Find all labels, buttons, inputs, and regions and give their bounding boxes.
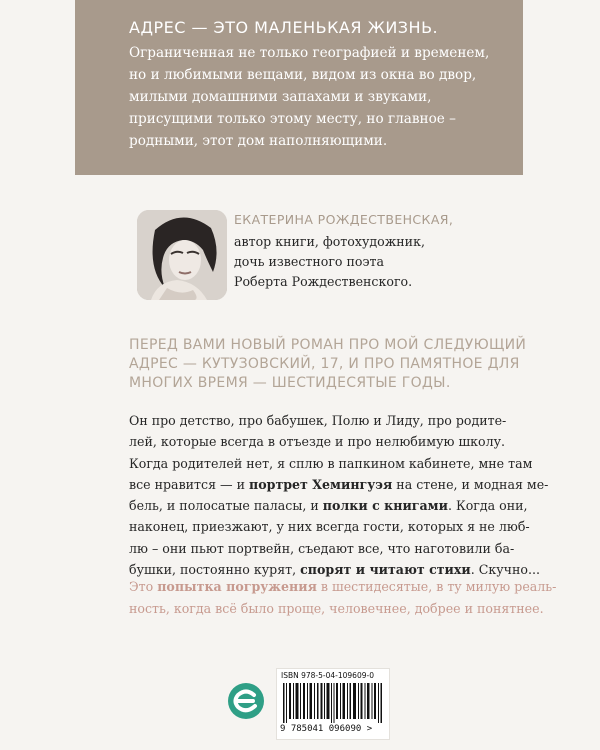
author-description <box>234 232 514 292</box>
header-title: АДРЕС — ЭТО МАЛЕНЬКАЯ ЖИЗНЬ. <box>129 18 439 37</box>
closing-line: Это попытка погружения в шестидесятые, в ту милую реаль- <box>129 579 557 594</box>
synopsis-line: наконец, приезжают, у них всегда гости, которых я не люб- <box>129 519 530 535</box>
barcode-block <box>276 668 390 740</box>
closing-paragraph <box>129 576 557 619</box>
synopsis-line: Он про детство, про бабушек, Полю и Лиду, про родите- <box>129 413 507 428</box>
header-line: милыми домашними запахами и звуками, <box>129 89 432 105</box>
header-line: присущими только этому месту, но главное – <box>129 111 456 127</box>
tagline <box>129 336 527 393</box>
synopsis-line: все нравится — и портрет Хемингуэя на стене, и модная ме- <box>129 476 549 492</box>
bold-phrase: портрет Хемингуэя <box>249 476 393 492</box>
closing-line: ность, когда всё было проще, человечнее, добрее и понятнее. <box>129 600 544 616</box>
tagline-line: МНОГИХ ВРЕМЯ — ШЕСТИДЕСЯТЫЕ ГОДЫ. <box>129 375 451 391</box>
isbn-label: ISBN 978-5-04-109609-0 <box>281 671 374 680</box>
bold-phrase: спорят и читают стихи <box>300 562 471 578</box>
synopsis-line: бушки, постоянно курят, спорят и читают стихи. Скучно... <box>129 562 540 578</box>
bold-phrase: полки с книгами <box>322 498 448 514</box>
synopsis-paragraph <box>129 410 549 580</box>
author-name: ЕКАТЕРИНА РОЖДЕСТВЕНСКАЯ, <box>234 212 454 227</box>
barcode-digits: 9 785041 096090 > <box>280 724 373 734</box>
synopsis-line: Когда родителей нет, я сплю в папкином кабинете, мне там <box>129 455 533 471</box>
synopsis-line: лей, которые всегда в отъезде и про нелюбимую школу. <box>129 434 506 450</box>
synopsis-line: лю – они пьют портвейн, съедают все, что наготовили ба- <box>129 540 515 556</box>
author-line: автор книги, фотохудожник, <box>234 234 425 249</box>
author-portrait-image <box>137 210 227 300</box>
tagline-line: ПЕРЕД ВАМИ НОВЫЙ РОМАН ПРО МОЙ СЛЕДУЮЩИЙ <box>129 337 527 353</box>
bold-phrase: попытка погружения <box>157 579 317 594</box>
header-paragraph <box>129 42 519 152</box>
author-line: дочь известного поэта <box>234 254 385 269</box>
header-line: родными, этот дом наполняющими. <box>129 133 388 149</box>
author-photo <box>137 210 227 300</box>
barcode-image <box>283 683 383 723</box>
author-line: Роберта Рождественского. <box>234 274 413 289</box>
header-line: но и любимыми вещами, видом из окна во двор, <box>129 67 477 83</box>
tagline-line: АДРЕС — КУТУЗОВСКИЙ, 17, И ПРО ПАМЯТНОЕ ДЛЯ <box>129 356 520 372</box>
publisher-logo-icon <box>227 682 265 720</box>
synopsis-line: бель, и полосатые паласы, и полки с книгами. Когда они, <box>129 498 528 514</box>
header-line: Ограниченная не только географией и временем, <box>129 45 490 61</box>
